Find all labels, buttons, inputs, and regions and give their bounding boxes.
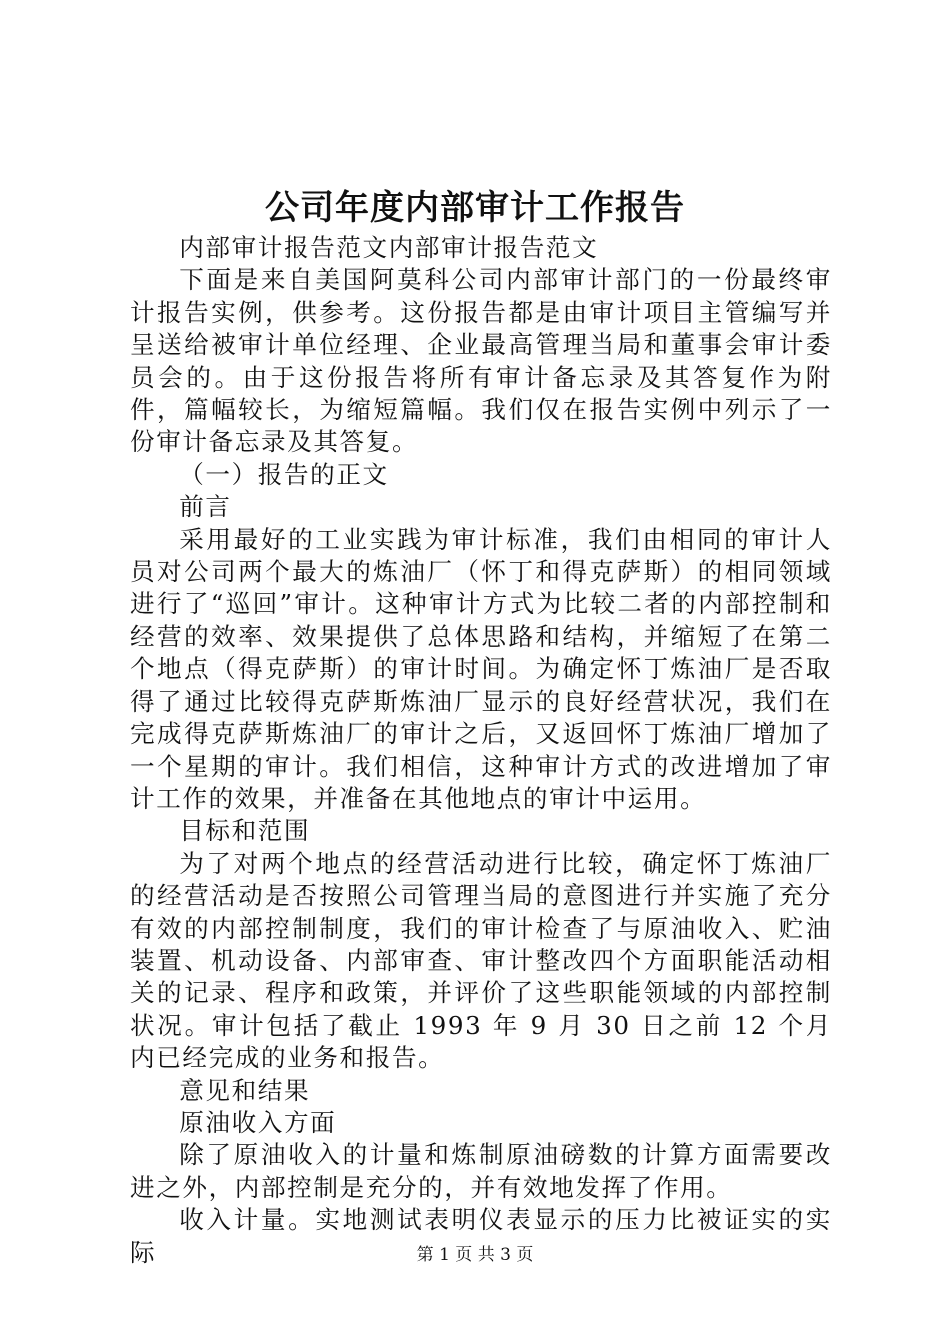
paragraph-receipt-measurement: 收入计量。实地测试表明仪表显示的压力比被证实的实际: [130, 1205, 832, 1267]
paragraph-crude-receipts: 除了原油收入的计量和炼制原油磅数的计算方面需要改进之外，内部控制是充分的，并有效地发挥了作用。: [130, 1140, 832, 1202]
document-title: 公司年度内部审计工作报告: [265, 188, 685, 228]
paragraph-intro: 内部审计报告范文内部审计报告范文: [179, 233, 599, 262]
page-footer: 第 1 页 共 3 页: [416, 1245, 534, 1265]
section-heading-preface: 前言: [179, 492, 232, 522]
paragraph-objectives-scope: 为了对两个地点的经营活动进行比较，确定怀丁炼油厂的经营活动是否按照公司管理当局的意图进行并实施了充分有效的内部控制制度，我们的审计检查了与原油收入、贮油装置、机动设备、内部审查、审计整改四个方面职能活动相关的记录、程序和政策，并评价了这些职能领域的内部控制状况。审计包括了截止 1993 年 9 月 30 日之前 12 个月内已经完成的业务和报告。: [130, 848, 832, 1073]
section-heading-objectives-scope: 目标和范围: [179, 816, 311, 846]
paragraph-preface: 采用最好的工业实践为审计标准，我们由相同的审计人员对公司两个最大的炼油厂（怀丁和得克萨斯）的相同领域进行了“巡回”审计。这种审计方式为比较二者的内部控制和经营的效率、效果提供了总体思路和结构，并缩短了在第二个地点（得克萨斯）的审计时间。为确定怀丁炼油厂是否取得了通过比较得克萨斯炼油厂显示的良好经营状况，我们在完成得克萨斯炼油厂的审计之后，又返回怀丁炼油厂增加了一个星期的审计。我们相信，这种审计方式的改进增加了审计工作的效果，并准备在其他地点的审计中运用。: [130, 524, 832, 813]
section-heading-crude-receipts: 原油收入方面: [179, 1107, 337, 1137]
document-body: [130, 232, 832, 1269]
section-heading-opinions-results: 意见和结果: [179, 1075, 311, 1105]
paragraph-background: 下面是来自美国阿莫科公司内部审计部门的一份最终审计报告实例，供参考。这份报告都是由审计项目主管编写并呈送给被审计单位经理、企业最高管理当局和董事会审计委员会的。由于这份报告将所有审计备忘录及其答复作为附件，篇幅较长，为缩短篇幅。我们仅在报告实例中列示了一份审计备忘录及其答复。: [130, 265, 832, 457]
section-heading-report-body: （一）报告的正文: [179, 459, 389, 489]
